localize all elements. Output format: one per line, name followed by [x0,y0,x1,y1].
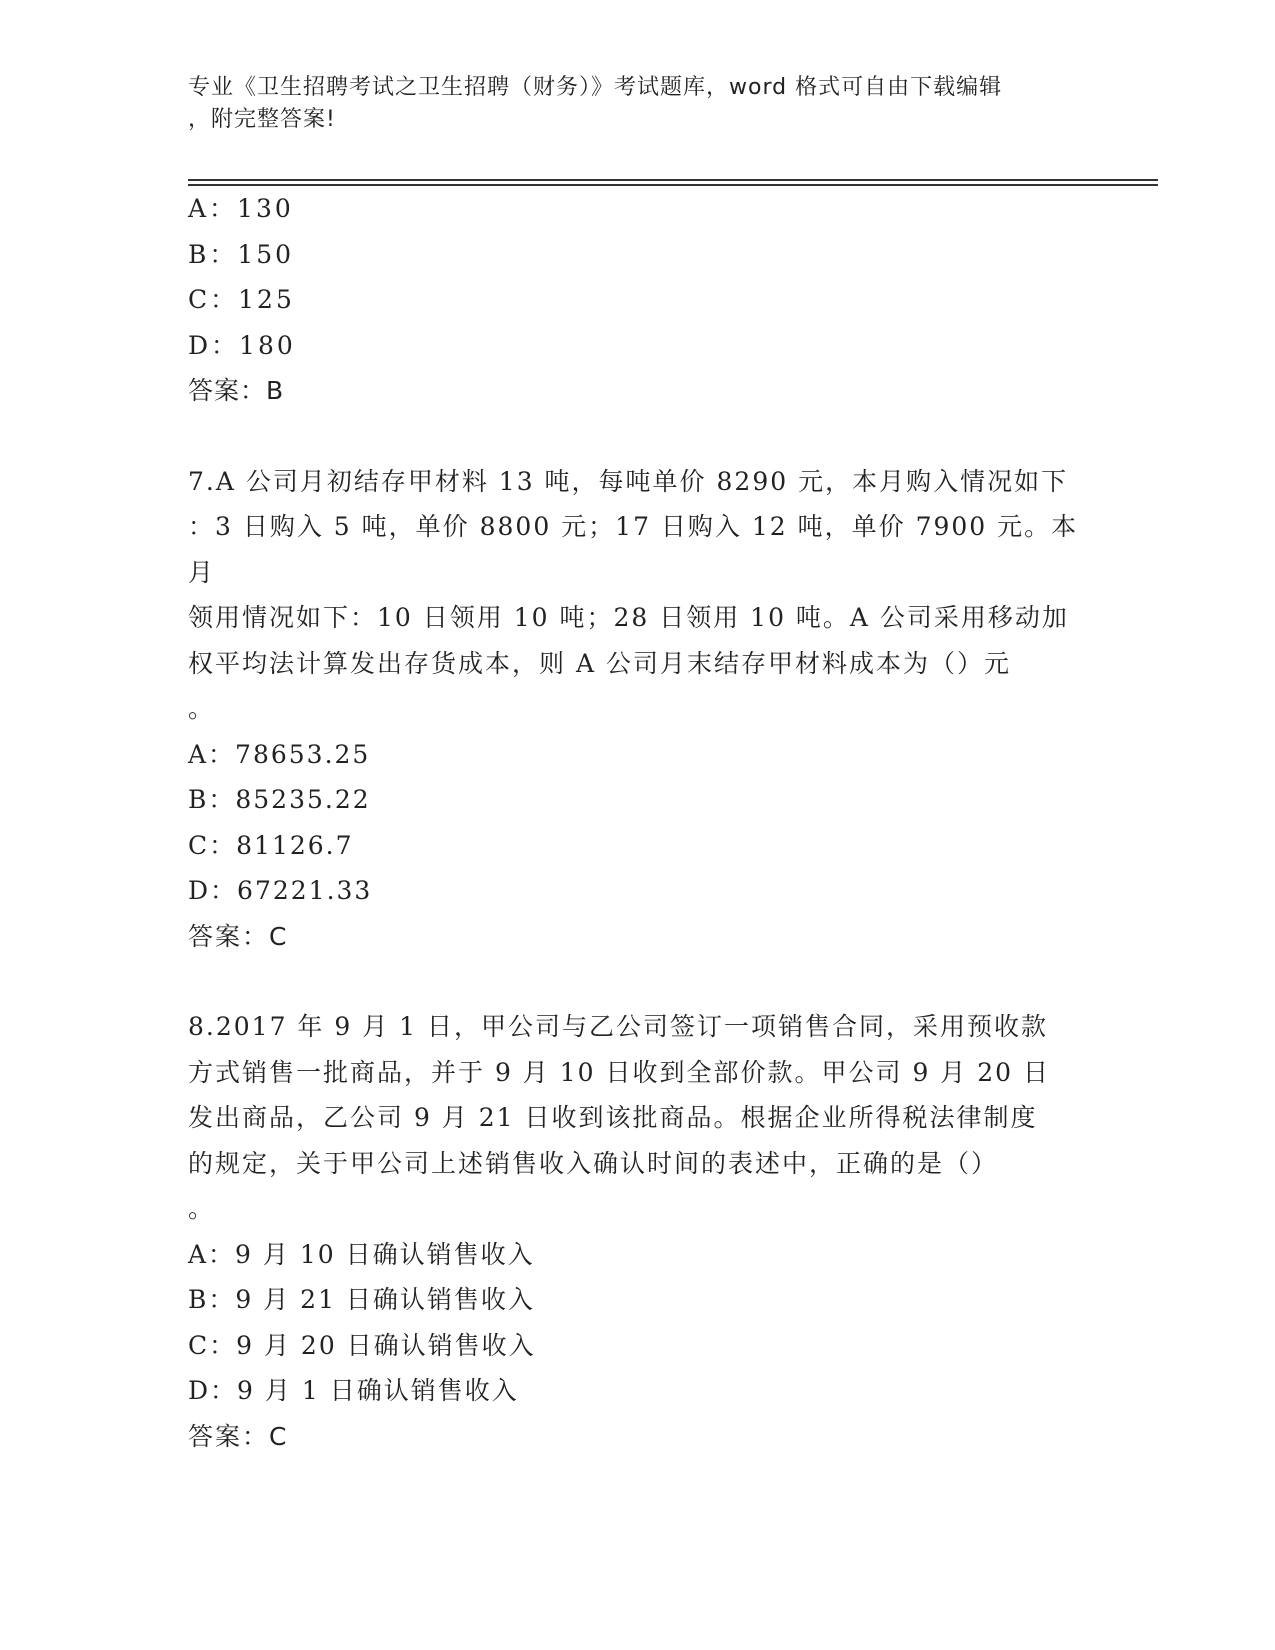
option-c: C：9 月 20 日确认销售收入 [188,1330,536,1360]
header-divider-top [188,179,1158,181]
option-a: A：78653.25 [188,739,371,769]
question-text-line: 8.2017 年 9 月 1 日，甲公司与乙公司签订一项销售合同，采用预收款 [188,1012,1049,1041]
option-d: D：67221.33 [188,876,373,905]
option-b: B：9 月 21 日确认销售收入 [188,1285,535,1314]
question-text-line: ：3 日购入 5 吨，单价 8800 元；17 日购入 12 吨，单价 7900 元。本月 [188,512,1079,587]
question-text-line: 。 [188,1194,216,1223]
question-8-block [188,1004,1088,1459]
question-text-line: 7.A 公司月初结存甲材料 13 吨，每吨单价 8290 元，本月购入情况如下 [188,466,1069,496]
answer-text: 答案：B [188,376,285,405]
spacer [188,414,1088,459]
option-c: C：125 [188,285,295,314]
header-line-2: ，附完整答案! [188,107,336,132]
document-body [188,186,1088,1459]
question-7-block [188,459,1088,960]
option-d: D：9 月 1 日确认销售收入 [188,1376,519,1405]
question-text-line: 发出商品，乙公司 9 月 21 日收到该批商品。根据企业所得税法律制度 [188,1103,1038,1132]
option-b: B：85235.22 [188,785,371,814]
option-a: A：130 [188,194,294,223]
question-6-block [188,186,1088,414]
document-header [188,72,1068,136]
option-b: B：150 [188,239,295,269]
question-text-line: 。 [188,694,216,723]
question-text-line: 领用情况如下：10 日领用 10 吨；28 日领用 10 吨。A 公司采用移动加 [188,603,1069,632]
option-a: A：9 月 10 日确认销售收入 [188,1239,535,1269]
answer-text: 答案：C [188,1421,289,1451]
question-text-line: 方式销售一批商品，并于 9 月 10 日收到全部价款。甲公司 9 月 20 日 [188,1057,1051,1087]
option-d: D：180 [188,330,296,360]
question-text-line: 的规定，关于甲公司上述销售收入确认时间的表述中，正确的是（） [188,1148,999,1178]
spacer [188,959,1088,1004]
answer-text: 答案：C [188,921,289,951]
question-text-line: 权平均法计算发出存货成本，则 A 公司月末结存甲材料成本为（）元 [188,648,1011,678]
option-c: C：81126.7 [188,830,354,860]
header-line-1: 专业《卫生招聘考试之卫生招聘（财务）》考试题库，word 格式可自由下载编辑 [188,75,1003,100]
